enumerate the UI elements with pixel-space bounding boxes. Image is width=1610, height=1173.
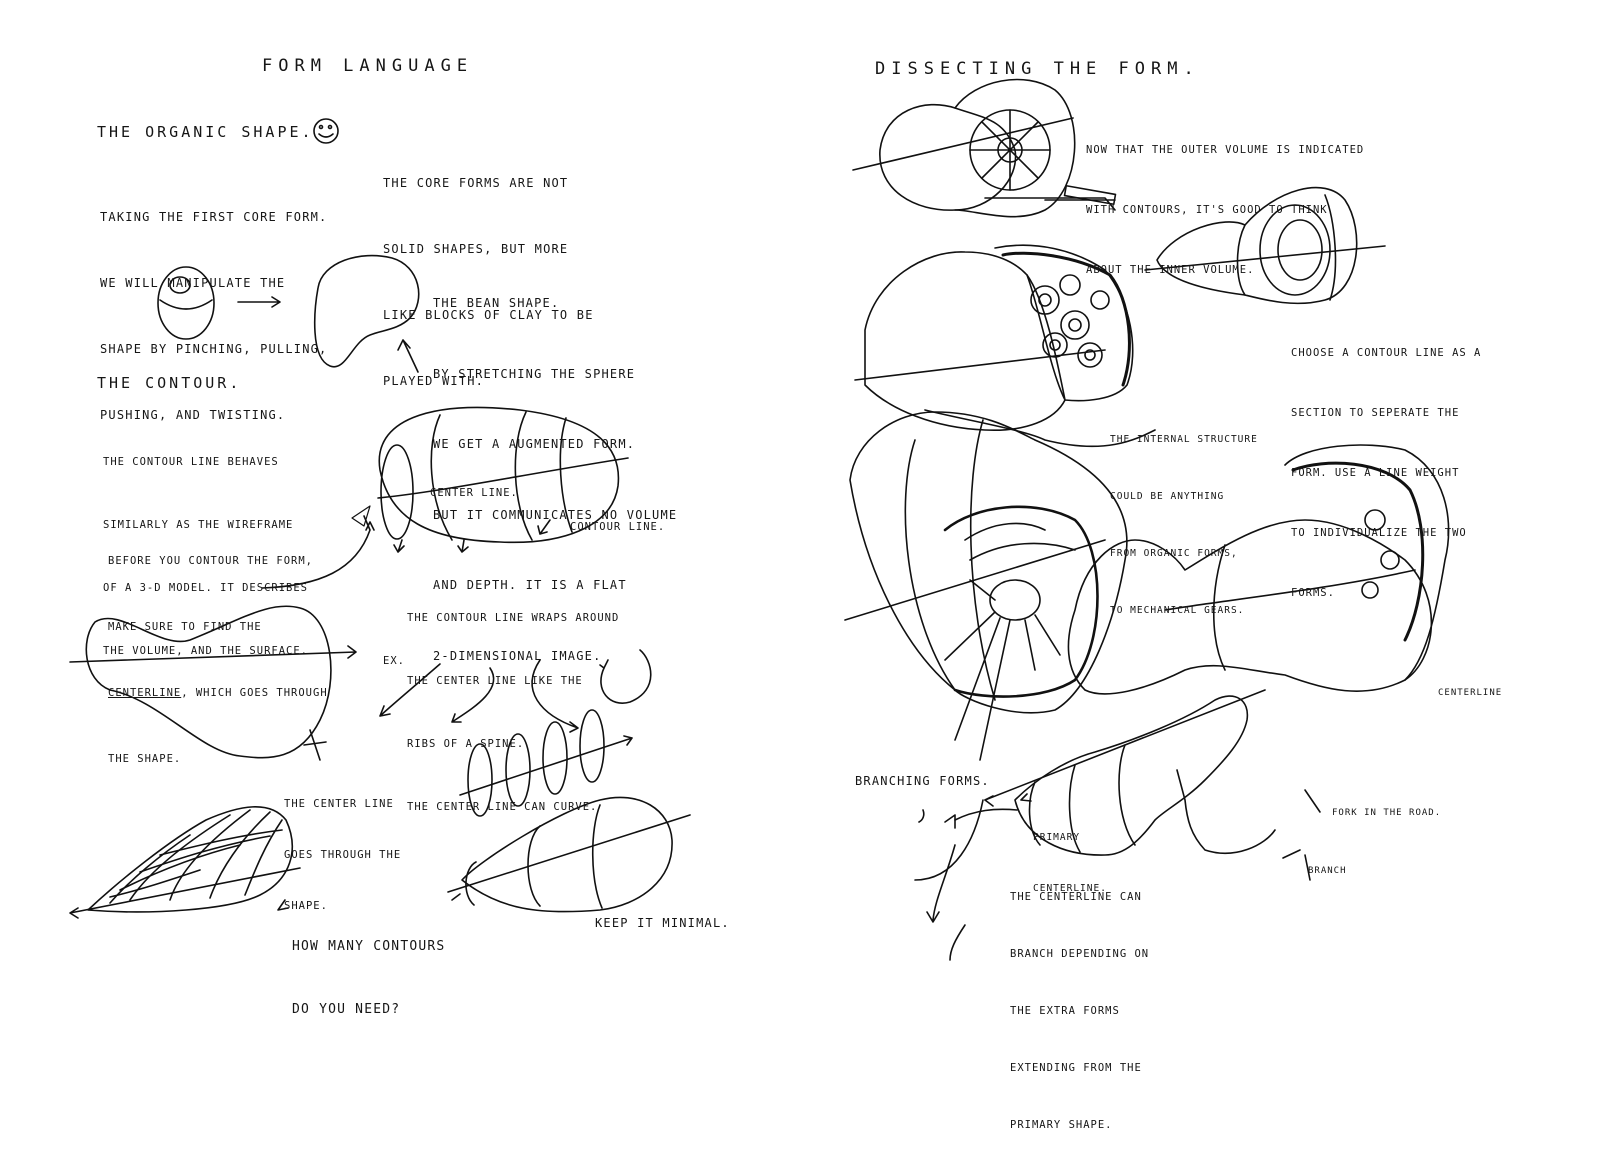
branch-label: BRANCH: [1308, 866, 1347, 876]
bean-line: 2-DIMENSIONAL IMAGE.: [433, 648, 602, 663]
organic-body-line: SHAPE BY PINCHING, PULLING,: [100, 342, 328, 356]
mesh-cone-sketch: [70, 807, 300, 918]
branch-line: THE CENTERLINE CAN: [1010, 891, 1142, 903]
contour-body-line: THE CONTOUR LINE BEHAVES: [103, 456, 279, 468]
ex-label: EX.: [383, 655, 405, 667]
left-page: [0, 0, 805, 1024]
internal-line: COULD BE ANYTHING: [1110, 491, 1225, 502]
branch-line: THE EXTRA FORMS: [1010, 1005, 1120, 1017]
wraps-text: [407, 566, 619, 860]
page-title-left: FORM LANGUAGE: [262, 56, 474, 76]
organic-body-line: TAKING THE FIRST CORE FORM.: [100, 210, 328, 224]
section-text: [1291, 303, 1481, 643]
section-line: TO INDIVIDUALIZE THE TWO: [1291, 527, 1467, 539]
page-title-right: DISSECTING THE FORM.: [875, 59, 1200, 79]
lower-body-sketch: [845, 412, 1127, 760]
inner-volume-line: NOW THAT THE OUTER VOLUME IS INDICATED: [1086, 144, 1365, 156]
bean-line: BUT IT COMMUNICATES NO VOLUME: [433, 507, 678, 522]
inner-volume-line: WITH CONTOURS, IT'S GOOD TO THINK: [1086, 204, 1328, 216]
section-line: FORM. USE A LINE WEIGHT: [1291, 467, 1460, 479]
find-line: THE SHAPE.: [108, 753, 182, 765]
fork-in-road-label: FORK IN THE ROAD.: [1332, 808, 1442, 818]
branch-line: EXTENDING FROM THE: [1010, 1062, 1142, 1074]
x-note-line: GOES THROUGH THE: [284, 849, 402, 861]
branching-forms-label: BRANCHING FORMS.: [855, 774, 990, 788]
contour-line-label: CONTOUR LINE.: [570, 521, 666, 533]
wraps-line: THE CONTOUR LINE WRAPS AROUND: [407, 612, 620, 624]
gear-cone-sketch: [853, 80, 1115, 217]
wraps-line: RIBS OF A SPINE.: [407, 738, 525, 750]
internal-structure-text: [1110, 392, 1258, 658]
how-many-line: HOW MANY CONTOURS: [292, 939, 446, 954]
section-line: FORMS.: [1291, 587, 1335, 599]
find-line: MAKE SURE TO FIND THE: [108, 621, 262, 633]
core-forms-line: SOLID SHAPES, BUT MORE: [383, 242, 569, 256]
internal-line: FROM ORGANIC FORMS,: [1110, 548, 1238, 559]
contour-heading: THE CONTOUR.: [97, 374, 242, 392]
inner-volume-line: ABOUT THE INNER VOLUME.: [1086, 264, 1255, 276]
organic-shape-heading: THE ORGANIC SHAPE.: [97, 123, 314, 141]
section-line: SECTION TO SEPERATE THE: [1291, 407, 1460, 419]
contour-body-line: SIMILARLY AS THE WIREFRAME: [103, 519, 294, 531]
branch-text: [1010, 850, 1149, 1173]
bean-line: BY STRETCHING THE SPHERE: [433, 366, 636, 381]
bean-line: AND DEPTH. IT IS A FLAT: [433, 578, 627, 592]
core-forms-line: THE CORE FORMS ARE NOT: [383, 176, 569, 190]
find-line: BEFORE YOU CONTOUR THE FORM,: [108, 555, 314, 567]
internal-line: TO MECHANICAL GEARS.: [1110, 605, 1245, 616]
smiley-sphere-icon: [314, 119, 338, 143]
branch-line: PRIMARY SHAPE.: [1010, 1119, 1113, 1131]
keep-it-minimal: KEEP IT MINIMAL.: [595, 916, 730, 930]
wraps-line: THE CENTER LINE CAN CURVE.: [407, 801, 598, 813]
contour-body-line: OF A 3-D MODEL. IT DESCRIBES: [103, 582, 309, 594]
bean-line: WE GET A AUGMENTED FORM.: [433, 437, 636, 451]
primary-line: CENTERLINE.: [1033, 883, 1107, 894]
section-line: CHOOSE A CONTOUR LINE AS A: [1291, 347, 1482, 359]
x-note-line: SHAPE.: [284, 900, 328, 912]
primary-centerline-arrow: [955, 809, 1017, 820]
organic-body-line: PUSHING, AND TWISTING.: [100, 408, 286, 422]
primary-line: PRIMARY: [1033, 832, 1081, 843]
core-forms-line: PLAYED WITH.: [383, 374, 485, 388]
centerline-label: CENTERLINE: [1438, 688, 1503, 698]
how-many-contours: [292, 894, 445, 1062]
find-line: [108, 682, 328, 704]
wraps-line: THE CENTER LINE LIKE THE: [407, 675, 583, 687]
contour-body-line: THE VOLUME, AND THE SURFACE.: [103, 645, 309, 657]
x-note-line: THE CENTER LINE: [284, 798, 394, 810]
how-many-line: DO YOU NEED?: [292, 1002, 401, 1017]
organic-body-line: WE WILL MANIPULATE THE: [100, 276, 286, 290]
inner-volume-text: [1086, 100, 1364, 320]
centerline-word: CENTERLINE: [108, 687, 182, 699]
find-line-post: , WHICH GOES THROUGH: [181, 687, 328, 699]
internal-line: THE INTERNAL STRUCTURE: [1110, 434, 1258, 445]
center-line-label: CENTER LINE.: [430, 487, 518, 499]
bean-line: THE BEAN SHAPE.: [433, 296, 560, 310]
right-page: [805, 0, 1610, 1131]
core-forms-line: LIKE BLOCKS OF CLAY TO BE: [383, 308, 594, 322]
branch-line: BRANCH DEPENDING ON: [1010, 948, 1150, 960]
